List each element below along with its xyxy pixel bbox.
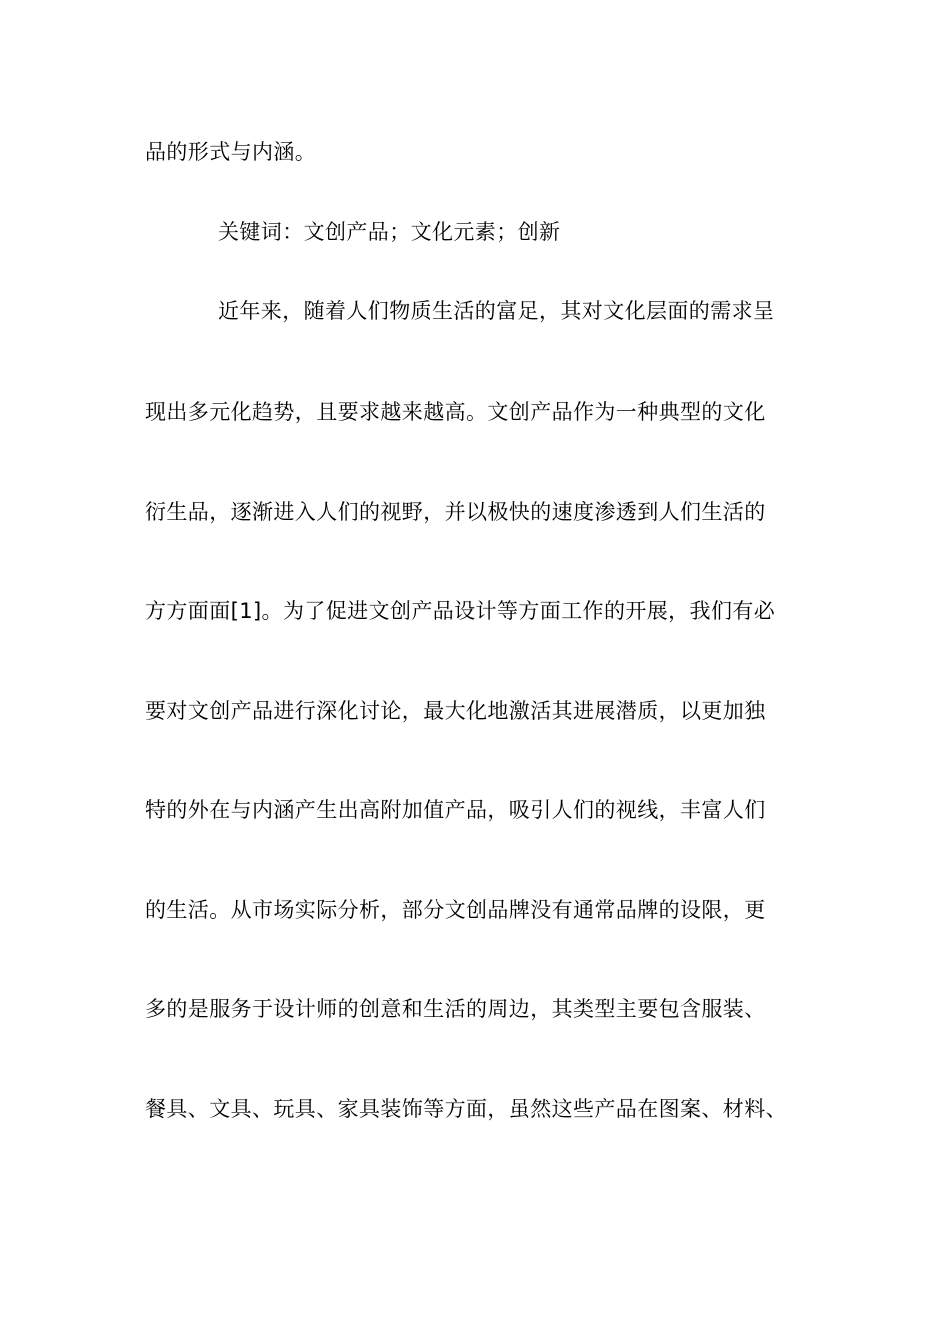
paragraph-line: 特的外在与内涵产生出高附加值产品，吸引人们的视线，丰富人们 bbox=[145, 798, 766, 822]
paragraph-line: 现出多元化趋势，且要求越来越高。文创产品作为一种典型的文化 bbox=[145, 400, 766, 424]
paragraph-line: 要对文创产品进行深化讨论，最大化地激活其进展潜质，以更加独 bbox=[145, 699, 766, 723]
paragraph-line: 衍生品，逐渐进入人们的视野，并以极快的速度渗透到人们生活的 bbox=[145, 500, 766, 524]
paragraph-line: 近年来，随着人们物质生活的富足，其对文化层面的需求呈 bbox=[218, 299, 775, 323]
paragraph-line: 的生活。从市场实际分析，部分文创品牌没有通常品牌的设限，更 bbox=[145, 898, 766, 922]
paragraph-line: 餐具、文具、玩具、家具装饰等方面，虽然这些产品在图案、材料、 bbox=[145, 1097, 787, 1121]
paragraph-line: 多的是服务于设计师的创意和生活的周边，其类型主要包含服装、 bbox=[145, 997, 766, 1021]
paragraph-line: 方方面面[1]。为了促进文创产品设计等方面工作的开展，我们有必 bbox=[145, 599, 776, 623]
keywords-line: 关键词：文创产品；文化元素；创新 bbox=[218, 220, 561, 244]
paragraph-line-abstract-end: 品的形式与内涵。 bbox=[145, 140, 317, 164]
